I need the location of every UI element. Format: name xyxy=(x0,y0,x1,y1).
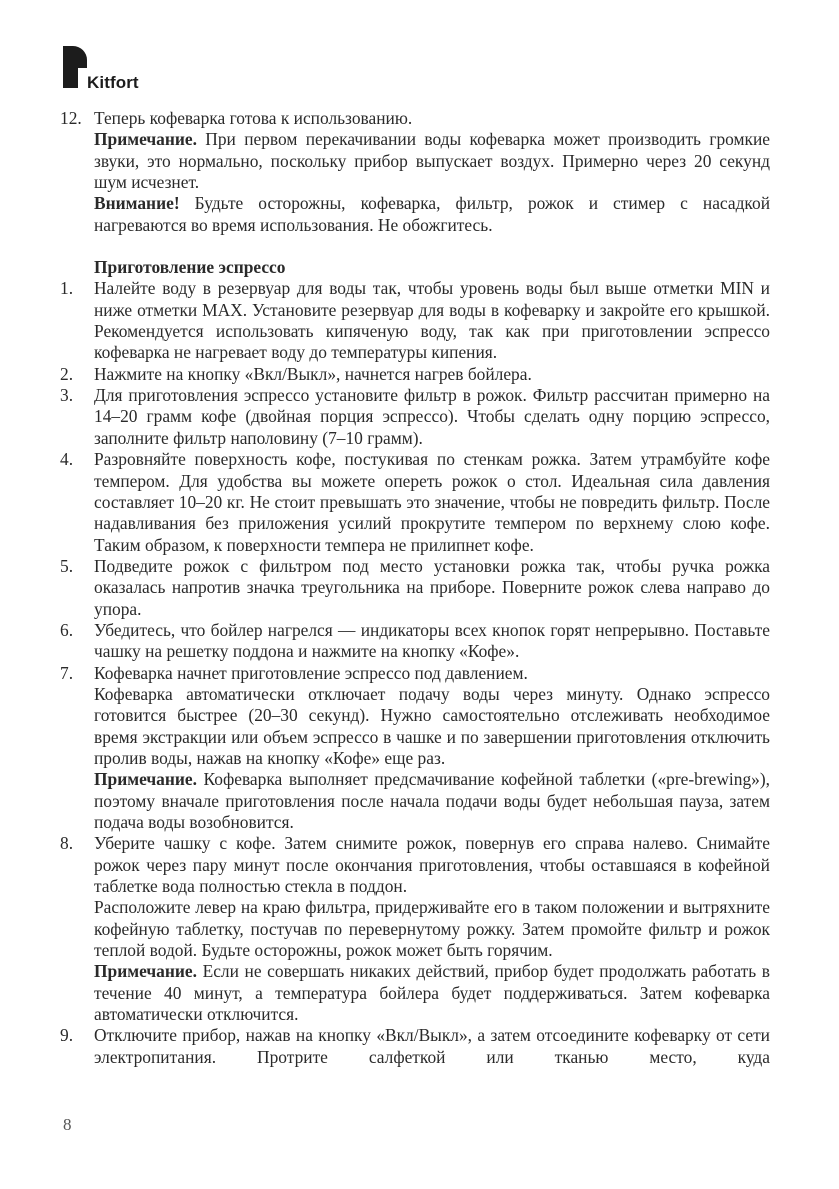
page-number: 8 xyxy=(63,1115,72,1134)
paragraph-text: Кофеварка выполняет предсмачивание кофейной таблетки («pre-brewing»), поэтому вначале приготовления после начала подачи воды будет небольшая пауза, затем подача воды возобновится. xyxy=(94,769,770,832)
paragraph-text: Уберите чашку с кофе. Затем снимите рожок, повернув его справа налево. Снимайте рожок через пару минут после окончания приготовления, чтобы оставшаяся в кофейной таблетке вода полностью стекла в поддон. xyxy=(94,833,770,897)
paragraph-text: Если не совершать никаких действий, прибор будет продолжать работать в течение 40 минут, а температура бойлера будет поддерживаться. Затем кофеварка автоматически отключится. xyxy=(94,961,770,1025)
list-item xyxy=(60,663,770,834)
item-number: 3. xyxy=(60,385,74,406)
steps-list xyxy=(60,278,770,1068)
paragraph-text: Убедитесь, что бойлер нагрелся — индикаторы всех кнопок горят непрерывно. Поставьте чашку на решетку поддона и нажмите на кнопку «Кофе». xyxy=(94,619,770,662)
list-item xyxy=(60,364,770,385)
item-number: 2. xyxy=(60,363,74,384)
note-label: Внимание! xyxy=(94,193,180,214)
paragraph-text: Будьте осторожны, кофеварка, фильтр, рожок и стимер с насадкой нагреваются во время использования. Не обожгитесь. xyxy=(94,193,770,235)
item-paragraph xyxy=(94,129,770,193)
item-paragraph xyxy=(94,1025,770,1068)
paragraph-text: При первом перекачивании воды кофеварка может производить громкие звуки, это нормально, поскольку прибор выпускает воздух. Примерно через 20 секунд шум исчезнет. xyxy=(94,129,770,193)
item-paragraph xyxy=(94,193,770,236)
section-title: Приготовление эспрессо xyxy=(94,257,286,278)
item-paragraph xyxy=(94,556,770,620)
item-paragraph xyxy=(94,385,770,449)
item-paragraph xyxy=(94,663,770,684)
item-paragraph xyxy=(94,278,770,363)
paragraph-text: Кофеварка начнет приготовление эспрессо под давлением. xyxy=(94,662,528,683)
list-item xyxy=(60,556,770,620)
item-paragraph xyxy=(94,620,770,663)
paragraph-text: Подведите рожок с фильтром под место установки рожка так, чтобы ручка рожка оказалась напротив значка треугольника на приборе. Поверните рожок слева направо до упора. xyxy=(94,555,770,619)
brand-logo xyxy=(63,46,173,98)
item-paragraph xyxy=(94,897,770,961)
paragraph-text: Теперь кофеварка готова к использованию. xyxy=(94,108,413,128)
item-number: 1. xyxy=(60,278,74,299)
list-item xyxy=(60,833,770,1025)
item-number: 12. xyxy=(60,108,82,128)
note-label: Примечание. xyxy=(94,961,197,982)
list-item xyxy=(60,108,770,236)
paragraph-text: Для приготовления эспрессо установите фильтр в рожок. Фильтр рассчитан примерно на 14–20 грамм кофе (двойная порция эспрессо). Чтобы сделать одну порцию эспрессо, заполните фильтр наполовину (7–10 грамм). xyxy=(94,385,770,448)
item-number: 4. xyxy=(60,449,74,470)
item-number: 8. xyxy=(60,833,74,854)
item-paragraph xyxy=(94,684,770,769)
item-number: 9. xyxy=(60,1025,74,1046)
list-item xyxy=(60,449,770,556)
note-label: Примечание. xyxy=(94,129,197,150)
brand-name: Kitfort xyxy=(87,73,139,92)
list-item xyxy=(60,1025,770,1068)
item-paragraph xyxy=(94,364,770,385)
paragraph-text: Разровняйте поверхность кофе, постукивая по стенкам рожка. Затем утрамбуйте кофе темпером. Для удобства вы можете опереть рожок о стол. Идеальная сила давления составляет 10–20 кг. Не стоит превышать это значение, чтобы не повредить фильтр. После надавливания без приложения усилий прокрутите темпером по верхнему слою кофе. Таким образом, к поверхности темпера не прилипнет кофе. xyxy=(94,449,770,555)
list-item xyxy=(60,385,770,449)
paragraph-text: Отключите прибор, нажав на кнопку «Вкл/Выкл», а затем отсоедините кофеварку от сети электропитания. Протрите салфеткой или тканью место, куда xyxy=(94,1025,770,1067)
list-item xyxy=(60,278,770,363)
paragraph-text: Налейте воду в резервуар для воды так, чтобы уровень воды был выше отметки MIN и ниже отметки MAX. Установите резервуар для воды в кофеварку и закройте его крышкой. Рекомендуется использовать кипяченую воду, так как при приготовлении эспрессо кофеварка не нагревает воду до температуры кипения. xyxy=(94,278,770,363)
paragraph-text: Расположите левер на краю фильтра, придерживайте его в таком положении и вытряхните кофейную таблетку, постучав по перевернутому рожку. Затем промойте фильтр и рожок теплой водой. Будьте осторожны, рожок может быть горячим. xyxy=(94,897,770,961)
item-paragraph xyxy=(94,108,770,129)
document-body xyxy=(60,108,770,1068)
item-paragraph xyxy=(94,961,770,1025)
item-paragraph xyxy=(94,449,770,556)
paragraph-text: Нажмите на кнопку «Вкл/Выкл», начнется нагрев бойлера. xyxy=(94,363,532,384)
paragraph-text: Кофеварка автоматически отключает подачу воды через минуту. Однако эспрессо готовится быстрее (20–30 секунд). Нужно самостоятельно отслеживать необходимое время экстракции или объем эспрессо в чашке и по завершении приготовления отключить пролив воды, нажав на кнопку «Кофе» еще раз. xyxy=(94,683,770,768)
list-item xyxy=(60,620,770,663)
kitfort-logo-icon xyxy=(63,46,87,88)
item-paragraph xyxy=(94,769,770,833)
item-number: 7. xyxy=(60,662,74,683)
note-label: Примечание. xyxy=(94,769,197,790)
item-number: 5. xyxy=(60,555,74,576)
intro-items xyxy=(60,108,770,236)
item-paragraph xyxy=(94,833,770,897)
item-number: 6. xyxy=(60,619,74,640)
